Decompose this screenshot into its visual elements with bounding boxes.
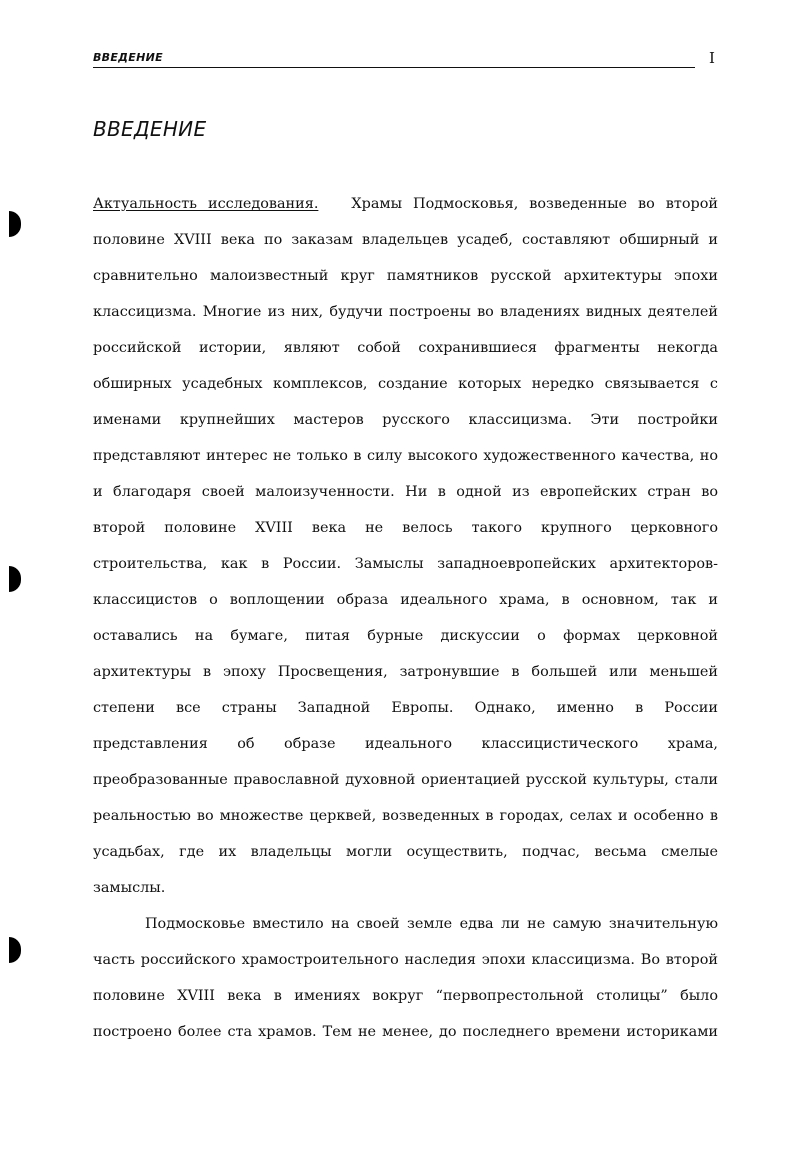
text-line: замыслы.	[93, 880, 166, 896]
text-line: половине XVIII века по заказам владельцев усадеб, составляют обширный и	[93, 232, 718, 248]
section-title: ВВЕДЕНИЕ	[93, 117, 207, 141]
paragraph-1-first-line	[93, 186, 718, 222]
text-line: архитектуры в эпоху Просвещения, затронувшие в большей или меньшей	[93, 664, 718, 680]
body-text	[93, 186, 718, 1050]
page-number: I	[709, 49, 715, 67]
running-header	[93, 49, 695, 68]
binding-mark	[9, 211, 21, 237]
text-line: построено более ста храмов. Тем не менее, до последнего времени историками	[93, 1024, 718, 1040]
text-line: Храмы Подмосковья, возведенные во второй	[351, 196, 718, 212]
text-line: преобразованные православной духовной ориентацией русской культуры, стали	[93, 772, 718, 788]
text-line: усадьбах, где их владельцы могли осуществить, подчас, весьма смелые	[93, 844, 718, 860]
text-line: именами крупнейших мастеров русского классицизма. Эти постройки	[93, 412, 718, 428]
text-line: Подмосковье вместило на своей земле едва ли не самую значительную	[145, 916, 718, 932]
text-line: и благодаря своей малоизученности. Ни в одной из европейских стран во	[93, 484, 718, 500]
text-line: сравнительно малоизвестный круг памятников русской архитектуры эпохи	[93, 268, 718, 284]
text-line: второй половине XVIII века не велось такого крупного церковного	[93, 520, 718, 536]
section-lead: Актуальность исследования.	[93, 196, 319, 212]
binding-mark	[9, 937, 21, 963]
text-line: оставались на бумаге, питая бурные дискуссии о формах церковной	[93, 628, 718, 644]
binding-mark	[9, 566, 21, 592]
running-title: ВВЕДЕНИЕ	[93, 51, 163, 64]
text-line: часть российского храмостроительного наследия эпохи классицизма. Во второй	[93, 952, 718, 968]
text-line: реальностью во множестве церквей, возведенных в городах, селах и особенно в	[93, 808, 718, 824]
text-line: представляют интерес не только в силу высокого художественного качества, но	[93, 448, 718, 464]
text-line: представления об образе идеального классицистического храма,	[93, 736, 718, 752]
text-line: степени все страны Западной Европы. Однако, именно в России	[93, 700, 718, 716]
text-line: строительства, как в России. Замыслы западноевропейских архитекторов-	[93, 556, 718, 572]
text-line: обширных усадебных комплексов, создание которых нередко связывается с	[93, 376, 718, 392]
text-line: классицистов о воплощении образа идеального храма, в основном, так и	[93, 592, 718, 608]
text-line: половине XVIII века в имениях вокруг “первопрестольной столицы” было	[93, 988, 718, 1004]
text-line: российской истории, являют собой сохранившиеся фрагменты некогда	[93, 340, 718, 356]
text-line: классицизма. Многие из них, будучи построены во владениях видных деятелей	[93, 304, 718, 320]
